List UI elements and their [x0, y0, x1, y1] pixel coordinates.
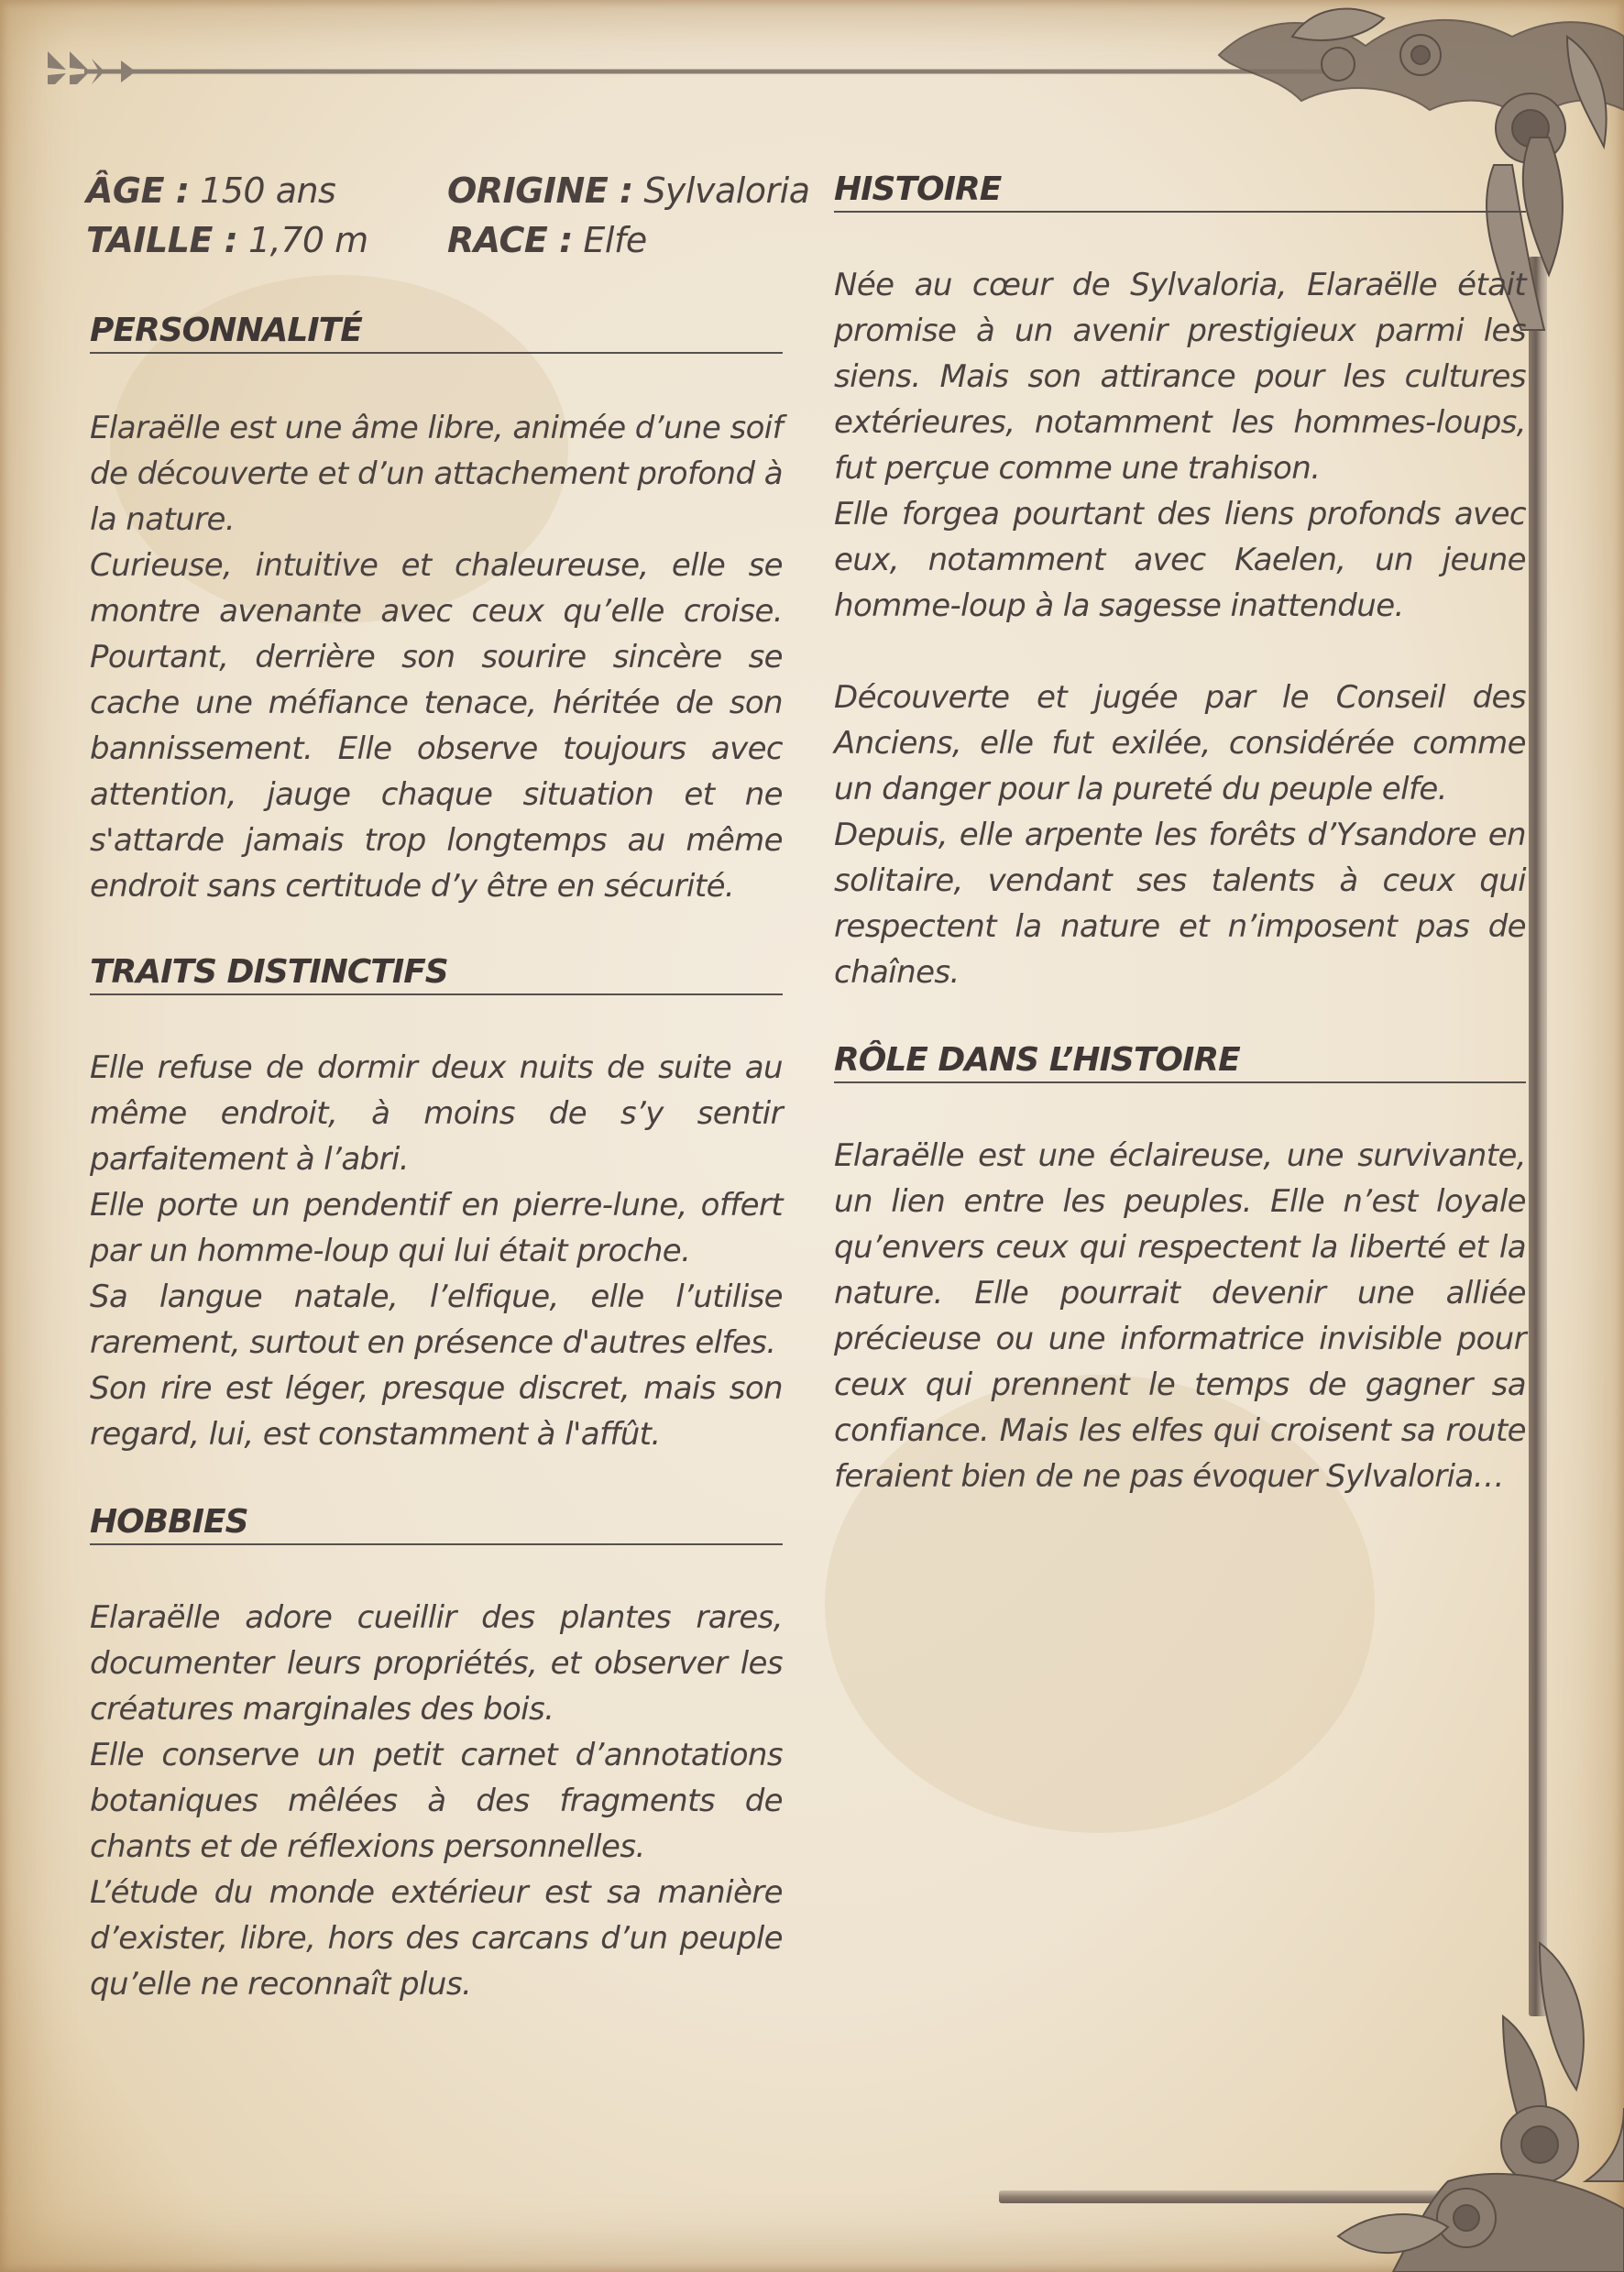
role-paragraph: Elaraëlle est une éclaireuse, une survivante, un lien entre les peuples. Elle n’est loyale qu’envers ceux qui respectent la liberté et la nature. Elle pourrait devenir une alliée précieuse ou une informatrice invisible pour ceux qui prennent le temps de gagner sa confiance. Mais les elfes qui croisent sa route feraient bien de ne pas évoquer Sylvaloria…: [834, 1137, 1526, 1495]
traits-text: [90, 1045, 783, 1457]
hobbies-paragraph: L’étude du monde extérieur est sa manière d’exister, libre, hors des carcans d’un peuple qu’elle ne reconnaît plus.: [90, 1874, 783, 2003]
stat-height-value: 1,70 m: [247, 220, 368, 260]
stat-age-label: ÂGE :: [86, 170, 190, 211]
section-rule: [90, 1543, 783, 1545]
section-rule: [90, 352, 783, 354]
stat-age: [86, 170, 335, 211]
history-paragraph: Découverte et jugée par le Conseil des Anciens, elle fut exilée, considérée comme un danger pour la pureté du peuple elfe.: [834, 679, 1526, 807]
stat-race-label: RACE :: [447, 220, 573, 260]
traits-title: TRAITS DISTINCTIFS: [90, 953, 448, 991]
traits-paragraph: Elle refuse de dormir deux nuits de suite au même endroit, à moins de s’y sentir parfaitement à l’abri.: [90, 1049, 783, 1178]
floral-corner-ornament-icon: [990, 1906, 1624, 2272]
stat-height: [86, 220, 368, 260]
history-title: HISTOIRE: [834, 170, 1002, 208]
personality-text: [90, 405, 783, 909]
hobbies-text: [90, 1595, 783, 2007]
hobbies-title: HOBBIES: [90, 1503, 248, 1541]
hobbies-paragraph: Elle conserve un petit carnet d’annotations botaniques mêlées à des fragments de chants et de réflexions personnelles.: [90, 1737, 783, 1865]
personality-paragraph: Curieuse, intuitive et chaleureuse, elle se montre avenante avec ceux qu’elle croise. Pourtant, derrière son sourire sincère se cache une méfiance tenace, héritée de son bannissement. Elle observe toujours avec attention, jauge chaque situation et ne s'attarde jamais trop longtemps au même endroit sans certitude d’y être en sécurité.: [90, 547, 783, 905]
hobbies-paragraph: Elaraëlle adore cueillir des plantes rares, documenter leurs propriétés, et observer les créatures marginales des bois.: [90, 1599, 783, 1728]
history-paragraph: Née au cœur de Sylvaloria, Elaraëlle était promise à un avenir prestigieux parmi les siens. Mais son attirance pour les cultures extérieures, notamment les hommes-loups, fut perçue comme une trahison.: [834, 267, 1526, 487]
history-paragraph: Depuis, elle arpente les forêts d’Ysandore en solitaire, vendant ses talents à ceux qui respectent la nature et n’imposent pas de chaînes.: [834, 817, 1526, 991]
stat-origin-label: ORIGINE :: [447, 170, 633, 211]
section-rule: [834, 1081, 1526, 1083]
stat-origin-value: Sylvaloria: [643, 170, 810, 211]
arrow-rule-icon: [48, 48, 1331, 84]
stat-race: [447, 220, 647, 260]
personality-paragraph: Elaraëlle est une âme libre, animée d’une soif de découverte et d’un attachement profond à la nature.: [90, 410, 783, 538]
stat-age-value: 150 ans: [200, 170, 336, 211]
paragraph-gap: [834, 629, 1526, 675]
history-text: [834, 262, 1526, 995]
role-title: RÔLE DANS L’HISTOIRE: [834, 1041, 1240, 1079]
stat-race-value: Elfe: [583, 220, 647, 260]
stat-height-label: TAILLE :: [86, 220, 238, 260]
section-rule: [90, 993, 783, 995]
personality-title: PERSONNALITÉ: [90, 312, 362, 349]
traits-paragraph: Son rire est léger, presque discret, mais son regard, lui, est constamment à l'affût.: [90, 1370, 783, 1453]
vertical-border-bar: [1529, 257, 1547, 2016]
role-text: [834, 1133, 1526, 1499]
section-rule: [834, 211, 1526, 213]
history-paragraph: Elle forgea pourtant des liens profonds avec eux, notamment avec Kaelen, un jeune homme-loup à la sagesse inattendue.: [834, 496, 1526, 624]
traits-paragraph: Elle porte un pendentif en pierre-lune, offert par un homme-loup qui lui était proche.: [90, 1187, 783, 1269]
stat-origin: [447, 170, 810, 211]
traits-paragraph: Sa langue natale, l’elfique, elle l’utilise rarement, surtout en présence d'autres elfes.: [90, 1279, 783, 1361]
